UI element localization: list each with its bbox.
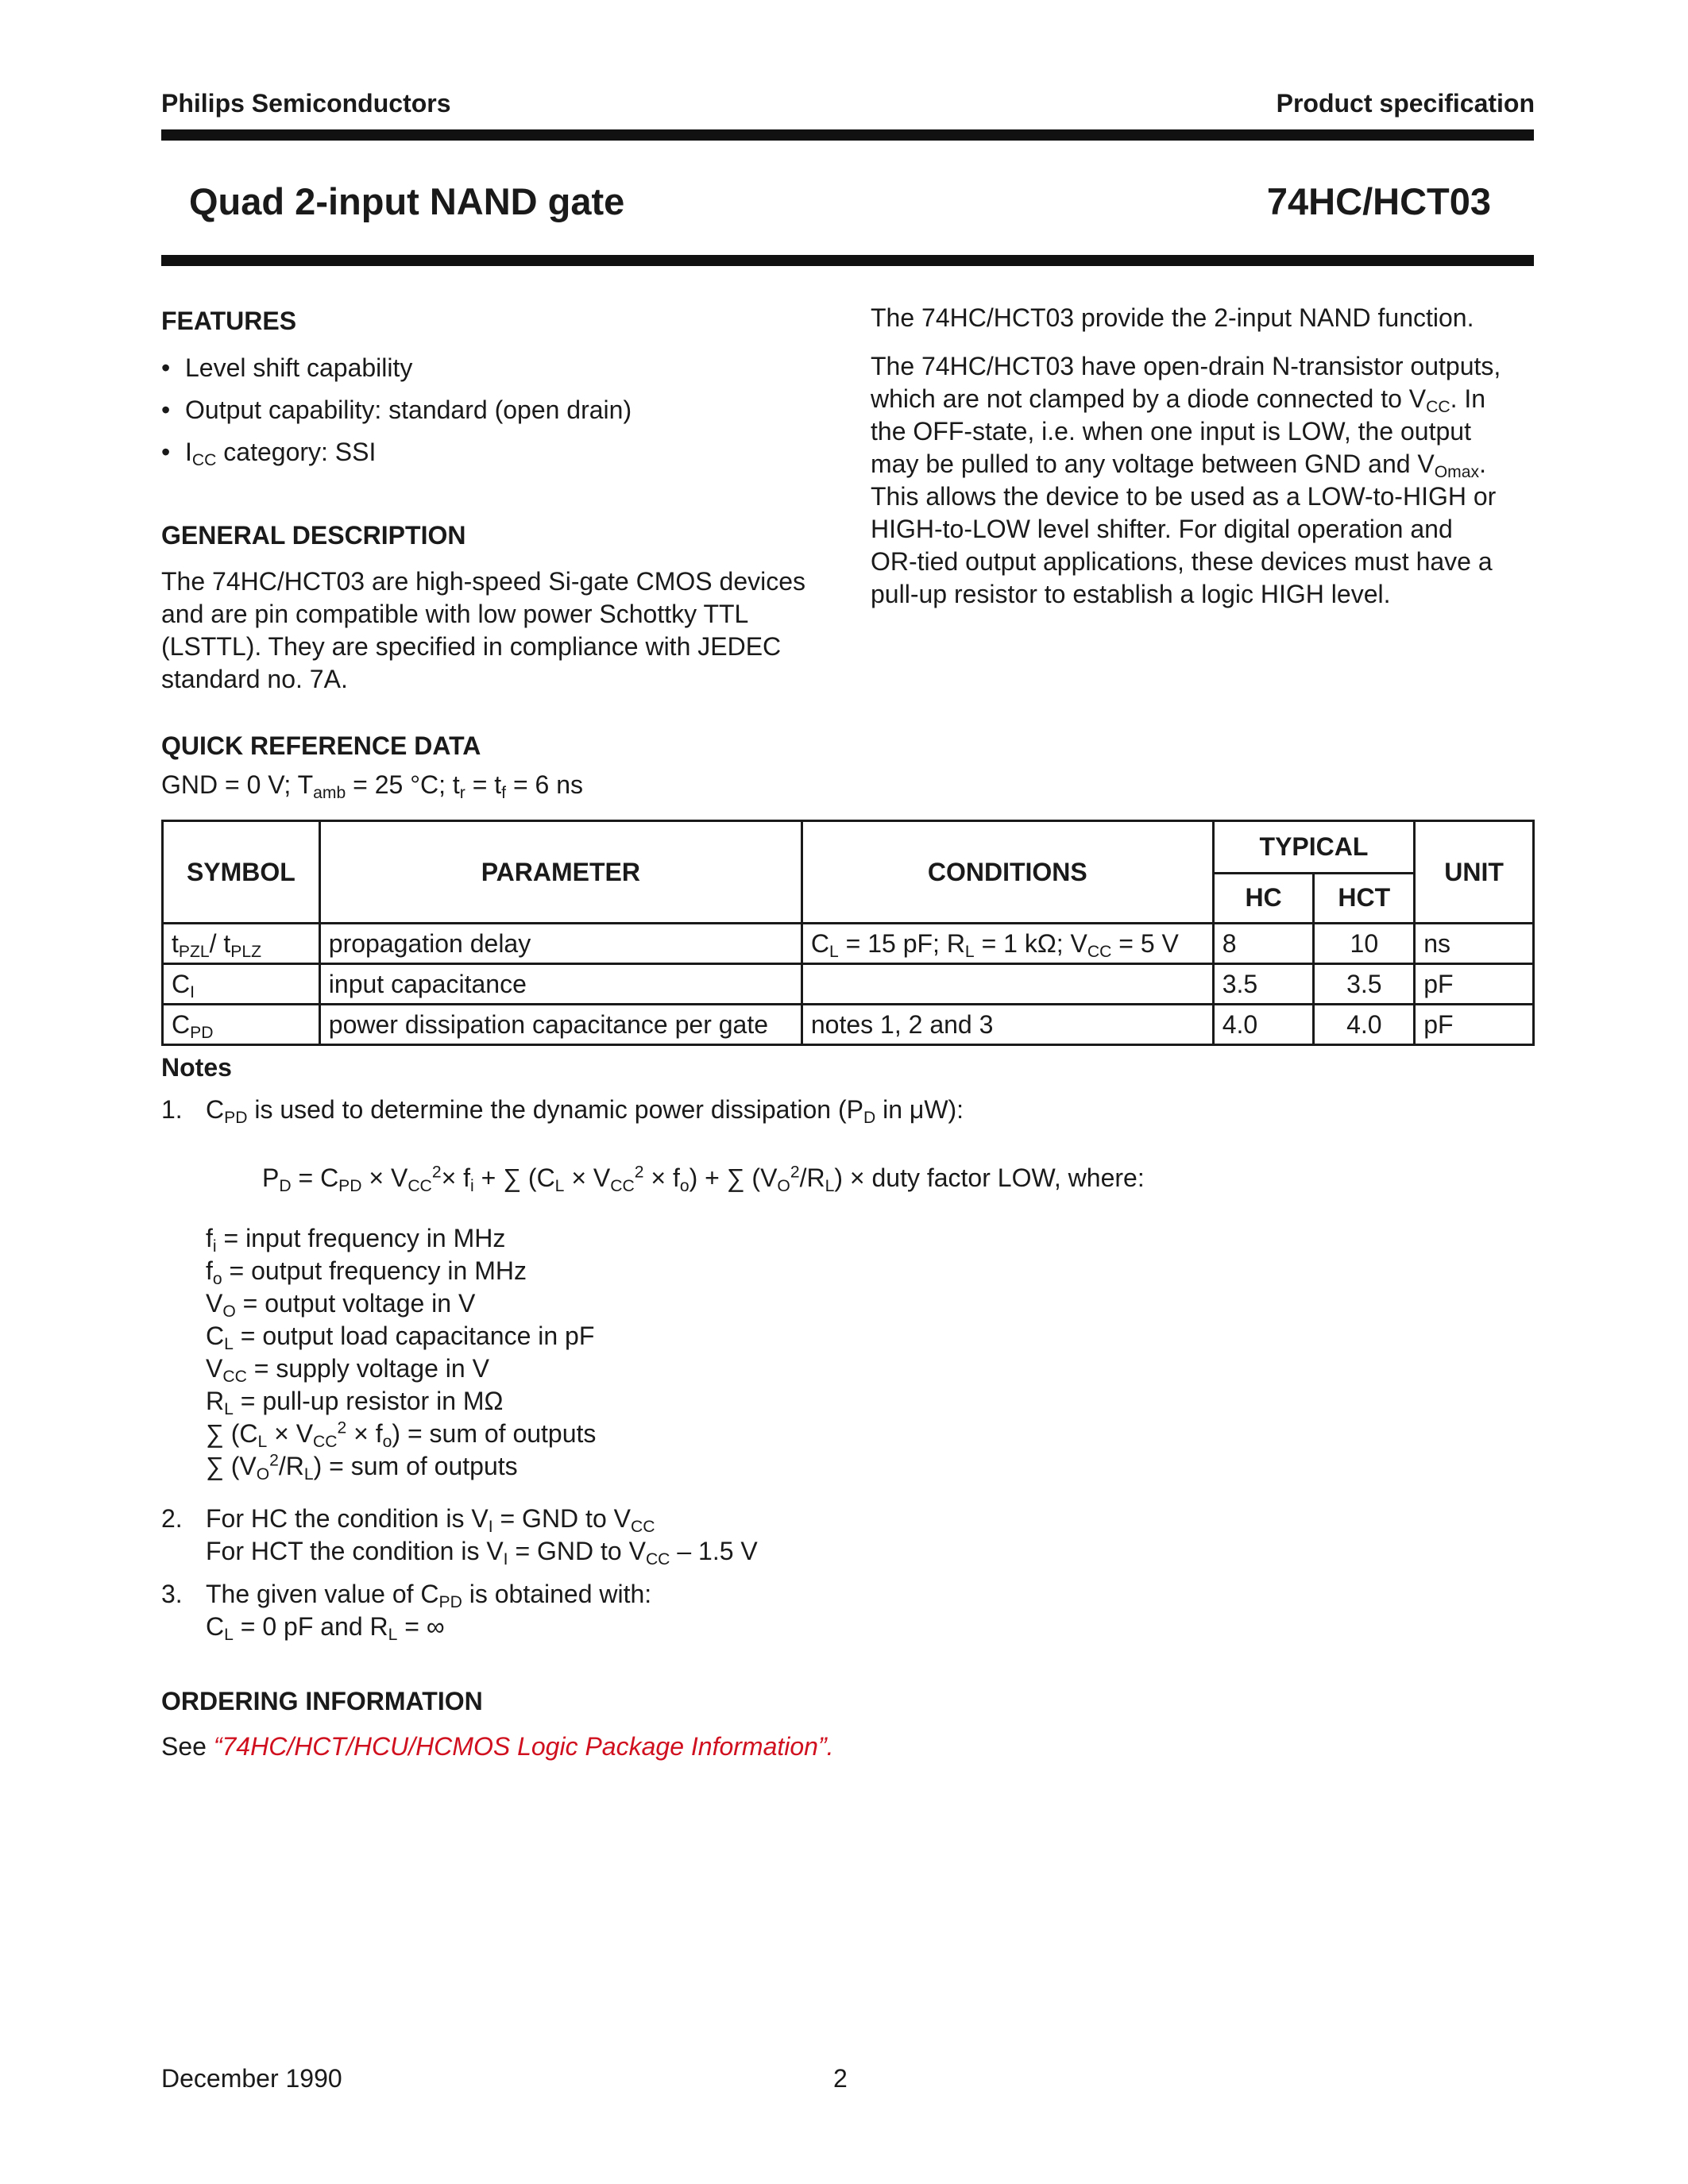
table-row bbox=[163, 924, 1534, 964]
cell-hct: 3.5 bbox=[1314, 964, 1415, 1005]
feature-item: • Output capability: standard (open drain) bbox=[185, 394, 632, 426]
cell-hc: 4.0 bbox=[1213, 1005, 1314, 1045]
bullet-icon: • bbox=[161, 353, 171, 382]
cell-parameter: power dissipation capacitance per gate bbox=[319, 1005, 802, 1045]
part-number: 74HC/HCT03 bbox=[1266, 180, 1491, 222]
column-header-parameter: PARAMETER bbox=[319, 821, 802, 924]
ordering-heading: ORDERING INFORMATION bbox=[161, 1687, 483, 1715]
footer-date: December 1990 bbox=[161, 2064, 342, 2093]
cell-conditions: notes 1, 2 and 3 bbox=[802, 1005, 1213, 1045]
cell-parameter: propagation delay bbox=[319, 924, 802, 964]
package-information-link[interactable]: “74HC/HCT/HCU/HCMOS Logic Package Information” bbox=[213, 1732, 827, 1761]
column-header-conditions: CONDITIONS bbox=[802, 821, 1213, 924]
definition-item: $V_O$ = output voltage in V bbox=[206, 1289, 476, 1321]
note-number: 2. bbox=[161, 1504, 183, 1533]
formula-definitions bbox=[206, 1222, 596, 1483]
column-header-hct: HCT bbox=[1314, 873, 1415, 924]
cell-parameter: input capacitance bbox=[319, 964, 802, 1005]
note-text: The given value of $C_{PD}$ is obtained with: $C_L = 0$ pF and $R_L$ = ∞ bbox=[206, 1580, 652, 1644]
definition-item: $V_{CC}$ = supply voltage in V bbox=[206, 1354, 489, 1386]
cell-symbol: $t_{PZL}/$ $t_{PLZ}$ bbox=[163, 924, 320, 964]
bullet-icon: • bbox=[161, 438, 171, 466]
output-description: The 74HC/HCT03 have open-drain N-transistor outputs, which are not clamped by a diode connected to $V_{CC}$. In the OFF-state, i.e. when one input is LOW, the output may be pulled to any voltage between GND and $V_{Omax}$. This allows the device to be used as a LOW-to-HIGH or HIGH-to-LOW level shifter. For digital operation and OR-tied output applications, these devices must have a pull-up resistor to establish a logic HIGH level. bbox=[871, 352, 1501, 608]
table-row bbox=[163, 964, 1534, 1005]
general-description-heading: GENERAL DESCRIPTION bbox=[161, 521, 466, 550]
cell-symbol: $C_I$ bbox=[163, 964, 320, 1005]
column-header-typical: TYPICAL bbox=[1213, 821, 1415, 874]
function-summary: The 74HC/HCT03 provide the 2-input NAND function. bbox=[871, 303, 1474, 332]
definition-item: ∑ $(C_L \times V_{CC}^2 \times f_o)$ = sum of outputs bbox=[206, 1418, 597, 1451]
feature-item: • Level shift capability bbox=[185, 352, 632, 384]
column-header-unit: UNIT bbox=[1415, 821, 1534, 924]
ordering-text: See “74HC/HCT/HCU/HCMOS Logic Package Information”. bbox=[161, 1732, 834, 1761]
cell-symbol: $C_{PD}$ bbox=[163, 1005, 320, 1045]
power-formula: $P_D = C_{PD} \times V_{CC}^2\times f_i$ + ∑ $(C_L \times V_{CC}^2 \times f_o)$ + ∑ $(V_O^2/R_L)$ × duty factor LOW, where: bbox=[262, 1163, 1145, 1195]
table-header-row bbox=[163, 821, 1534, 874]
cell-unit: pF bbox=[1415, 964, 1534, 1005]
definition-item: $f_o$ = output frequency in MHz bbox=[206, 1256, 527, 1288]
quick-reference-heading: QUICK REFERENCE DATA bbox=[161, 731, 481, 760]
definition-item: $f_i$ = input frequency in MHz bbox=[206, 1224, 506, 1256]
column-header-symbol: SYMBOL bbox=[163, 821, 320, 924]
note-text: For HC the condition is $V_I$ = GND to $V_{CC}$ For HCT the condition is $V_I$ = GND to $V_{CC} - 1.5$ V bbox=[206, 1504, 758, 1569]
header-rule-top bbox=[161, 129, 1534, 141]
features-heading: FEATURES bbox=[161, 307, 297, 335]
quick-reference-table bbox=[161, 820, 1535, 1046]
page-number: 2 bbox=[833, 2064, 848, 2093]
cell-hc: 3.5 bbox=[1213, 964, 1314, 1005]
cell-unit: ns bbox=[1415, 924, 1534, 964]
feature-item: • $I_{CC}$ category: SSI bbox=[161, 438, 377, 469]
company-name: Philips Semiconductors bbox=[161, 89, 451, 118]
cell-conditions bbox=[802, 964, 1213, 1005]
definition-item: $R_L$ = pull-up resistor in MΩ bbox=[206, 1387, 504, 1418]
page-title: Quad 2-input NAND gate bbox=[189, 180, 625, 222]
column-header-hc: HC bbox=[1213, 873, 1314, 924]
header-rule-bottom bbox=[161, 255, 1534, 266]
definition-item: ∑ $(V_O^2/R_L)$ = sum of outputs bbox=[206, 1451, 518, 1484]
cell-unit: pF bbox=[1415, 1005, 1534, 1045]
cell-hct: 4.0 bbox=[1314, 1005, 1415, 1045]
cell-conditions: $C_L = 15$ pF; $R_L = 1$ kΩ; $V_{CC} = 5$ V bbox=[802, 924, 1213, 964]
cell-hc: 8 bbox=[1213, 924, 1314, 964]
note-text: $C_{PD}$ is used to determine the dynamic power dissipation ($P_D$ in μW): bbox=[206, 1095, 964, 1127]
table-row bbox=[163, 1005, 1534, 1045]
notes-heading: Notes bbox=[161, 1053, 232, 1082]
general-description-text: The 74HC/HCT03 are high-speed Si-gate CMOS devices and are pin compatible with low power Schottky TTL (LSTTL). They are specified in compliance with JEDEC standard no. 7A. bbox=[161, 567, 806, 693]
cell-hct: 10 bbox=[1314, 924, 1415, 964]
note-number: 3. bbox=[161, 1580, 183, 1608]
features-list bbox=[161, 352, 632, 469]
document-type: Product specification bbox=[1276, 89, 1535, 118]
note-number: 1. bbox=[161, 1095, 183, 1124]
definition-item: $C_L$ = output load capacitance in pF bbox=[206, 1322, 595, 1353]
bullet-icon: • bbox=[161, 396, 171, 424]
quick-reference-conditions: GND = 0 V; $T_{amb} = 25$ °C; $t_r = t_f = 6$ ns bbox=[161, 770, 583, 802]
